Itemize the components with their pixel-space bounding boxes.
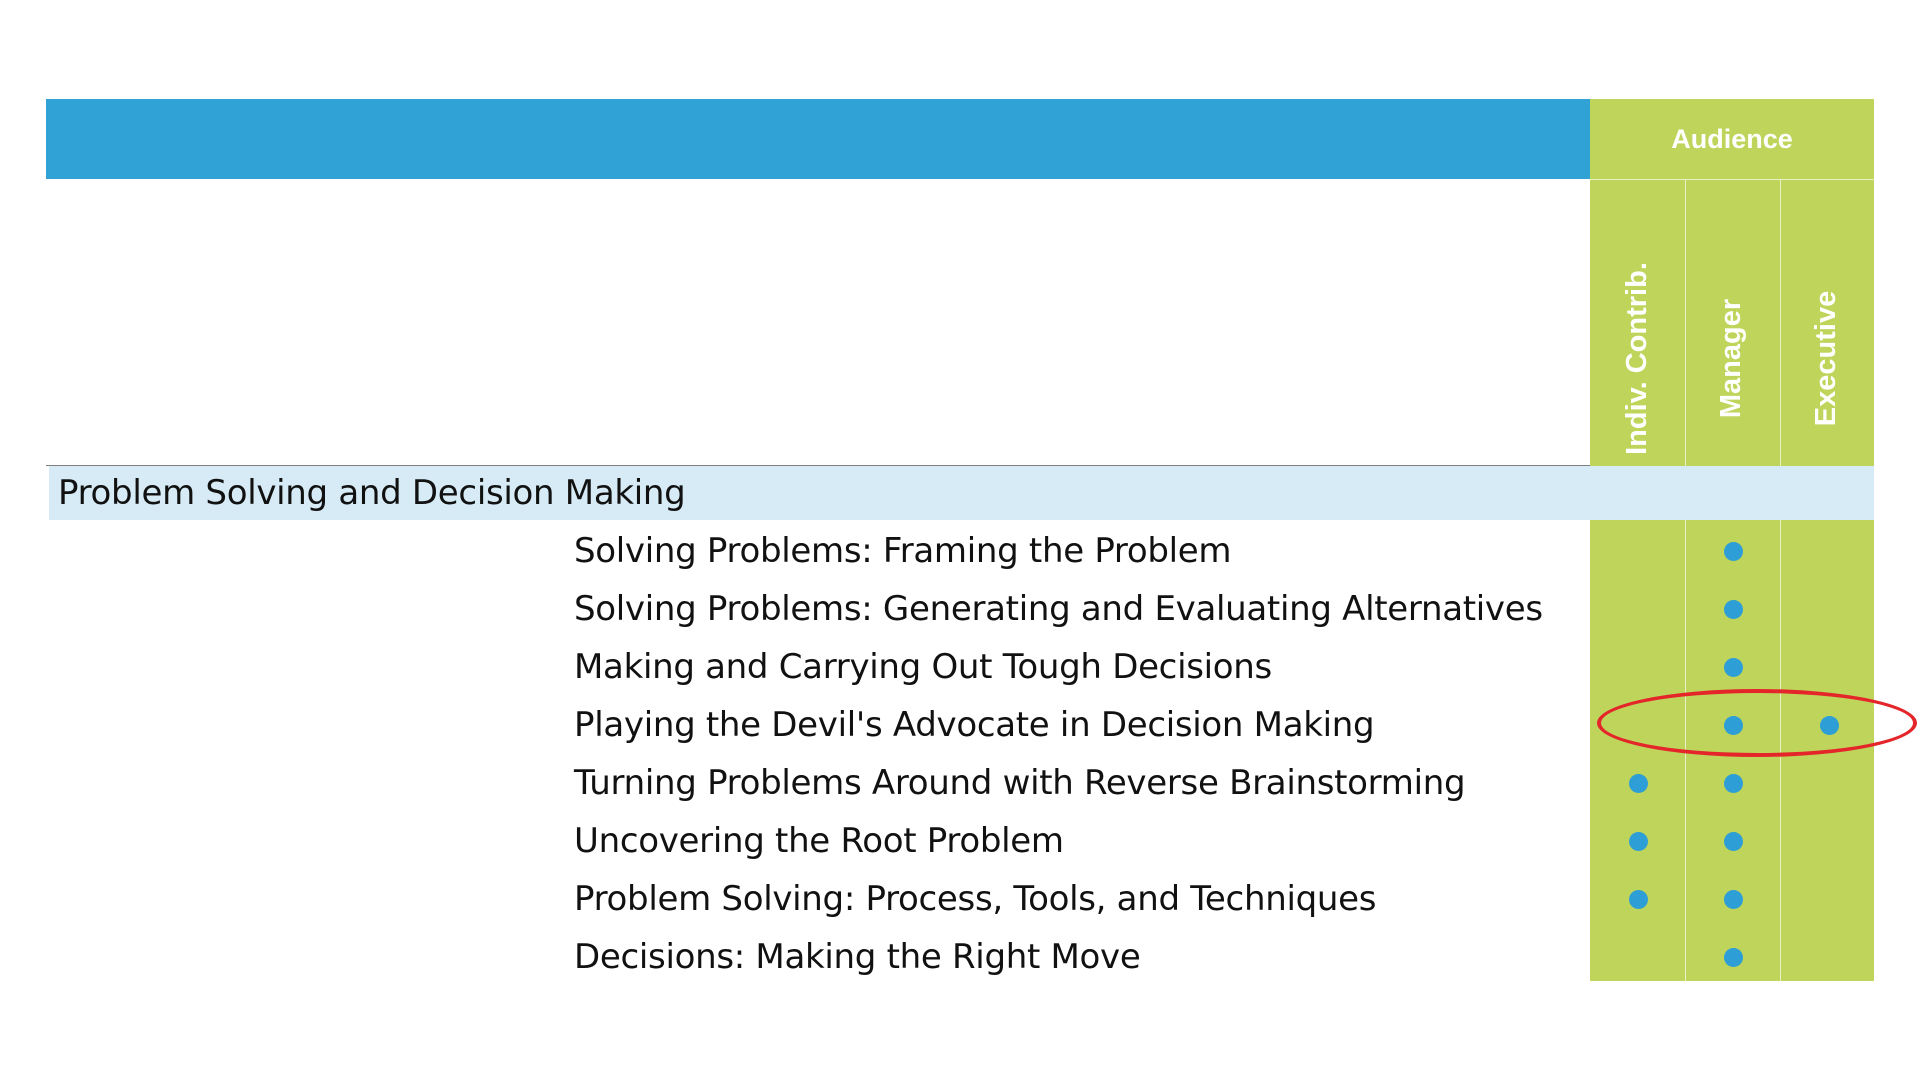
header-bar — [46, 99, 1590, 179]
column-label: Indiv. Contrib. — [1620, 261, 1653, 455]
audience-header: Audience — [1671, 123, 1793, 154]
audience-dot-manager — [1724, 890, 1743, 909]
audience-dot-manager — [1724, 832, 1743, 851]
course-title: Solving Problems: Generating and Evaluating Alternatives — [574, 589, 1543, 629]
course-title: Decisions: Making the Right Move — [574, 937, 1141, 977]
audience-dot-manager — [1724, 600, 1743, 619]
audience-dot-indiv-contrib — [1629, 774, 1648, 793]
audience-dot-executive — [1820, 716, 1839, 735]
audience-dot-indiv-contrib — [1629, 832, 1648, 851]
column-header-manager — [1685, 215, 1779, 501]
course-title: Turning Problems Around with Reverse Brainstorming — [574, 763, 1466, 803]
course-title: Problem Solving: Process, Tools, and Techniques — [574, 879, 1377, 919]
audience-dot-indiv-contrib — [1629, 890, 1648, 909]
audience-dot-manager — [1724, 658, 1743, 677]
course-title: Uncovering the Root Problem — [574, 821, 1064, 861]
highlight-ellipse — [1597, 689, 1917, 757]
column-label: Executive — [1810, 290, 1843, 426]
section-title: Problem Solving and Decision Making — [58, 473, 686, 513]
header-divider — [1590, 179, 1874, 180]
audience-dot-manager — [1724, 774, 1743, 793]
audience-dot-manager — [1724, 948, 1743, 967]
column-header-executive — [1780, 215, 1874, 501]
audience-dot-manager — [1724, 542, 1743, 561]
audience-dot-manager — [1724, 716, 1743, 735]
course-title: Solving Problems: Framing the Problem — [574, 531, 1232, 571]
column-header-indiv-contrib — [1590, 215, 1684, 501]
course-title: Making and Carrying Out Tough Decisions — [574, 647, 1272, 687]
column-label: Manager — [1715, 298, 1748, 418]
course-title: Playing the Devil's Advocate in Decision Making — [574, 705, 1375, 745]
